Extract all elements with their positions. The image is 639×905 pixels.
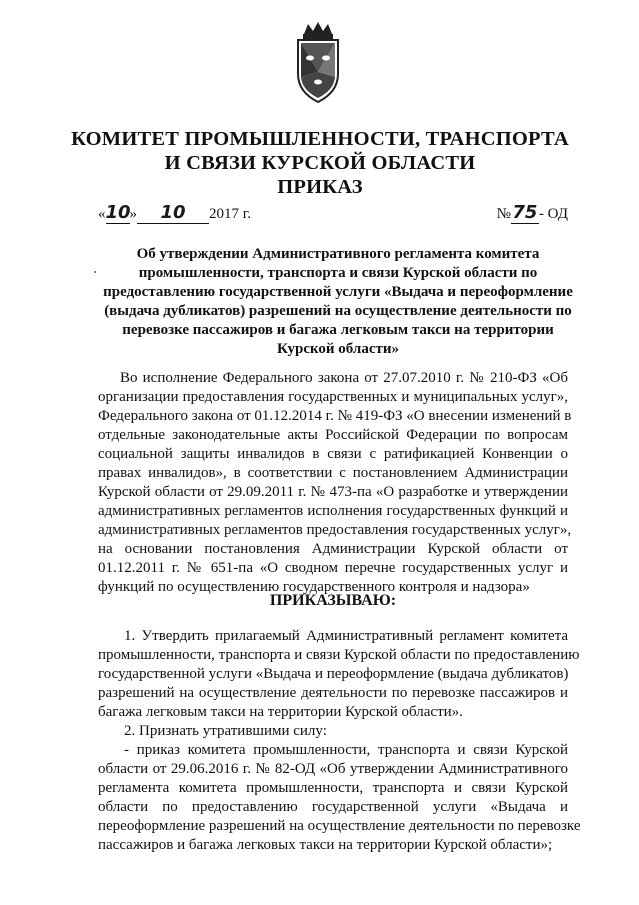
text-line: переоформление разрешений на осуществление деятельности по перевозке [98,818,581,834]
text-line: 01.12.2011 г. № 651-па «О сводном перечне государственных услуг и [98,560,568,576]
coat-of-arms-icon [290,22,346,106]
text-line: на основании постановления Администрации Курской области от [98,541,568,557]
text-line: регламента комитета промышленности, транспорта и связи Курской [98,780,568,796]
title-line: предоставлению государственной услуги «Выдача и переоформление [103,284,573,300]
order-date: «10» 10 2017 г. [98,202,251,223]
text-line: государственной услуги «Выдача и переоформление (выдача дубликатов) [98,666,569,682]
order-directive-heading: ПРИКАЗЫВАЮ: [269,592,397,609]
text-line: области по предоставлению государственной услуги «Выдача и [98,799,568,815]
text-line: социальной защиты инвалидов в связи с ратификацией Конвенции о [98,446,568,462]
text-line: отдельные законодательные акты Российской Федерации по вопросам [98,427,568,443]
handwritten-month: 10 [137,202,209,224]
text-line: административных регламентов исполнения государственных функций и [98,503,568,519]
title-line: перевозке пассажиров и багажа легковым такси на территории [122,322,554,338]
document-type: ПРИКАЗ [277,176,363,198]
committee-name-line1: КОМИТЕТ ПРОМЫШЛЕННОСТИ, ТРАНСПОРТА [71,128,569,150]
text-line: Курской области от 29.09.2011 г. № 473-па «О разработке и утверждении [98,484,568,500]
title-line: Курской области» [276,341,400,357]
text-line: Федерального закона от 01.12.2014 г. № 419-ФЗ «О внесении изменений в [98,408,572,424]
preamble-paragraph [98,369,572,597]
text-line: 2. Признать утратившими силу: [124,723,327,739]
text-line: пассажиров и багажа легковых такси на территории Курской области»; [98,837,553,853]
title-line: промышленности, транспорта и связи Курской области по [138,265,538,281]
text-line: багажа легковым такси на территории Курской области». [98,704,463,720]
text-line: - приказ комитета промышленности, транспорта и связи Курской [124,742,568,758]
text-line: правах инвалидов», в соответствии с постановлением Администрации [98,465,568,481]
committee-name-line2: И СВЯЗИ КУРСКОЙ ОБЛАСТИ [164,152,476,174]
title-line: Об утверждении Административного регламента комитета [136,246,540,262]
text-line: функций по осуществлению государственного контроля и надзора» [98,579,530,595]
text-line: разрешений на осуществление деятельности по перевозке пассажиров и [98,685,568,701]
order-items [98,627,581,855]
text-line: 1. Утвердить прилагаемый Административный регламент комитета [124,628,568,644]
handwritten-day: 10 [105,202,131,223]
text-line: области от 29.06.2016 г. № 82-ОД «Об утверждении Административного [98,761,568,777]
text-line: Во исполнение Федерального закона от 27.07.2010 г. № 210-ФЗ «Об [120,370,568,386]
order-title [98,245,578,359]
text-line: административных регламентов предоставления государственных услуг», [98,522,572,538]
handwritten-number: 75 [512,202,538,223]
title-line: (выдача дубликатов) разрешений на осуществление деятельности по [104,303,572,319]
order-number: №75- ОД [496,202,568,223]
text-line: промышленности, транспорта и связи Курской области по предоставлению [98,647,580,663]
date-number-row [98,196,568,226]
text-line: организации предоставления государственных и муниципальных услуг», [98,389,568,405]
stray-mark [94,271,96,273]
